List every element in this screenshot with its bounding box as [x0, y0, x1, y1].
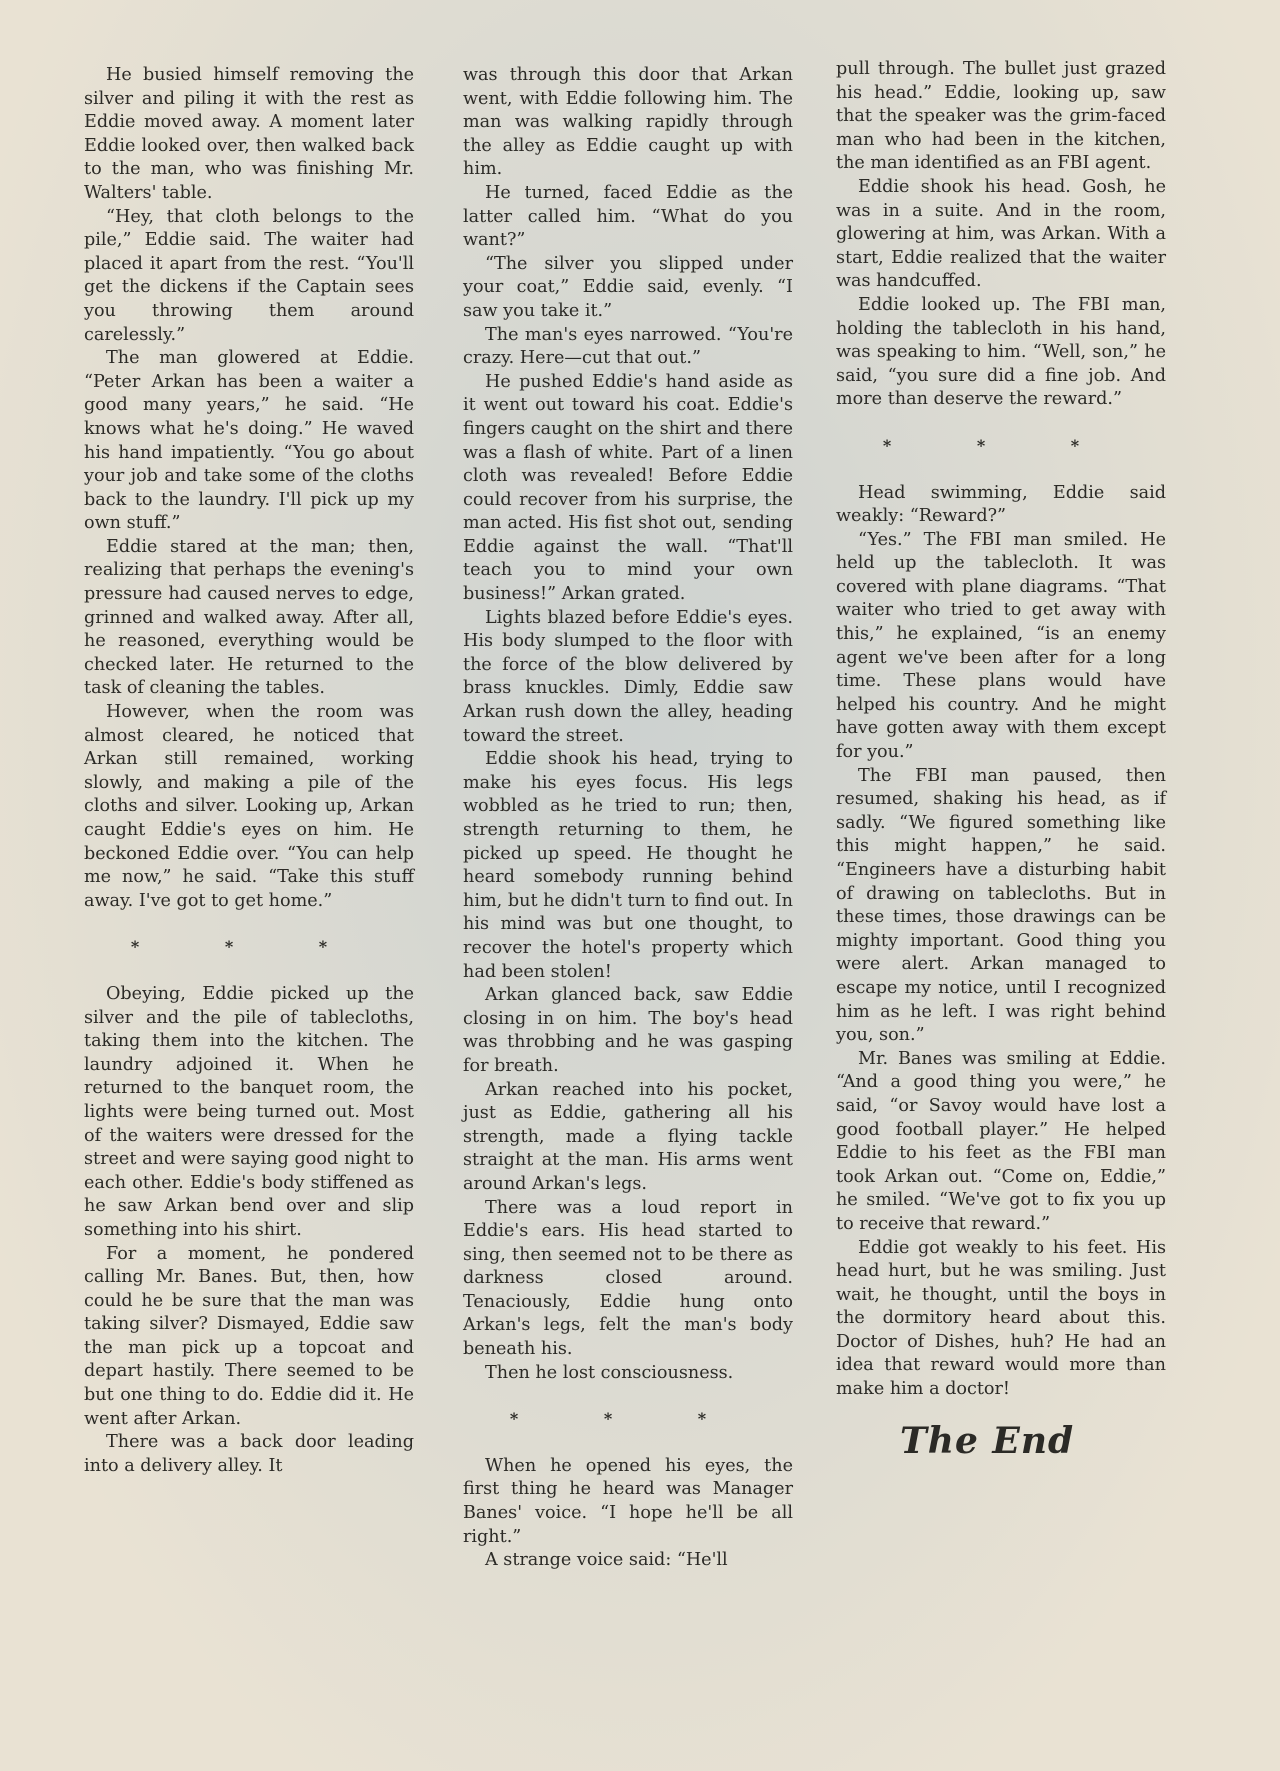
paragraph: There was a back door leading into a delivery alley. It [84, 1432, 414, 1476]
paragraph: There was a loud report in Eddie's ears. His head started to sing, then seemed not to be there as darkness closed around. Tenaciously, Eddie hung onto Arkan's legs, felt the man's body beneath his. [463, 1197, 793, 1360]
paragraph: “The silver you slipped under your coat,” Eddie said, evenly. “I saw you take it.” [463, 253, 793, 321]
text-column-2 [463, 64, 793, 1573]
section-separator: * * * [130, 937, 368, 957]
paragraph: Head swimming, Eddie said weakly: “Reward?” [836, 482, 1166, 527]
paragraph: Then he lost consciousness. [485, 1362, 734, 1383]
paragraph: “Hey, that cloth belongs to the pile,” Eddie said. The waiter had placed it apart from the rest. “You'll get the dickens if the Captain sees you throwing them around carelessly.” [84, 206, 414, 345]
paragraph: Lights blazed before Eddie's eyes. His body slumped to the floor with the force of the blow delivered by brass knuckles. Dimly, Eddie saw Arkan rush down the alley, heading toward the street. [463, 607, 793, 746]
paragraph: Arkan glanced back, saw Eddie closing in on him. The boy's head was throbbing and he was gasping for breath. [463, 985, 793, 1076]
paragraph: The man glowered at Eddie. “Peter Arkan has been a waiter a good many years,” he said. “He knows what he's doing.” He waved his hand impatiently. “You go about your job and take some of the cloths back to the laundry. I'll pick up my own stuff.” [84, 348, 414, 534]
paragraph: Eddie shook his head, trying to make his eyes focus. His legs wobbled as he tried to run; then, strength returning to them, he picked up speed. He thought he heard somebody running behind him, but he didn't turn to find out. In his mind was but one thought, to recover the hotel's property which had been stolen! [463, 749, 793, 982]
the-end-signature: The End [900, 1419, 1075, 1462]
paragraph: He busied himself removing the silver and piling it with the rest as Eddie moved away. A moment later Eddie looked over, then walked back to the man, who was finishing Mr. Walters' table. [84, 65, 414, 203]
paragraph: However, when the room was almost cleared, he noticed that Arkan still remained, working slowly, and making a pile of the cloths and silver. Looking up, Arkan caught Eddie's eyes on him. He beckoned Eddie over. “You can help me now,” he said. “Take this stuff away. I've got to get home.” [84, 702, 414, 911]
paragraph: He pushed Eddie's hand aside as it went out toward his coat. Eddie's fingers caught on the shirt and there was a flash of white. Part of a linen cloth was revealed! Before Eddie could recover from his surprise, the man acted. His fist shot out, sending Eddie against the wall. “That'll teach you to mind your own business!” Arkan grated. [463, 371, 793, 605]
paragraph: Arkan reached into his pocket, just as Eddie, gathering all his strength, made a flying tackle straight at the man. His arms went around Arkan's legs. [463, 1079, 793, 1194]
paragraph: pull through. The bullet just grazed his head.” Eddie, looking up, saw that the speaker was the grim-faced man who had been in the kitchen, the man identified as an FBI agent. [836, 59, 1166, 174]
paragraph: A strange voice said: “He'll [485, 1550, 728, 1571]
paragraph: The man's eyes narrowed. “You're crazy. Here—cut that out.” [463, 324, 793, 369]
paragraph: Obeying, Eddie picked up the silver and the pile of tablecloths, taking them into the kitchen. The laundry adjoined it. When he returned to the banquet room, the lights were being turned out. Most of the waiters were dressed for the street and were saying good night to each other. Eddie's body stiffened as he saw Arkan bend over and slip something into his shirt. [84, 983, 414, 1240]
paragraph: Eddie stared at the man; then, realizing that perhaps the evening's pressure had caused nerves to edge, grinned and walked away. After all, he reasoned, everything would be checked later. He returned to the task of cleaning the tables. [84, 536, 414, 699]
paragraph: Eddie shook his head. Gosh, he was in a suite. And in the room, glowering at him, was Arkan. With a start, Eddie realized that the waiter was handcuffed. [836, 176, 1166, 292]
paragraph: The FBI man paused, then resumed, shaking his head, as if sadly. “We figured something like this might happen,” he said. “Engineers have a disturbing habit of drawing on tablecloths. But in these times, those drawings can be mighty important. Good thing you were alert. Arkan managed to escape my notice, until I recognized him as he left. I was right behind you, son.” [836, 765, 1166, 1046]
section-separator: * * * [509, 1409, 747, 1429]
paragraph: Mr. Banes was smiling at Eddie. “And a good thing you were,” he said, “or Savoy would have lost a good football player.” He helped Eddie to his feet as the FBI man took Arkan out. “Come on, Eddie,” he smiled. “We've got to fix you up to receive that reward.” [836, 1048, 1166, 1234]
paragraph: For a moment, he pondered calling Mr. Banes. But, then, how could he be sure that the man was taking silver? Dismayed, Eddie saw the man pick up a topcoat and depart hastily. There seemed to be but one thing to do. Eddie did it. He went after Arkan. [84, 1243, 414, 1429]
paragraph: Eddie looked up. The FBI man, holding the tablecloth in his hand, was speaking to him. “Well, son,” he said, “you sure did a fine job. And more than deserve the reward.” [836, 294, 1166, 410]
paragraph: Eddie got weakly to his feet. His head hurt, but he was smiling. Just wait, he thought, until the boys in the dormitory heard about this. Doctor of Dishes, huh? He had an idea that reward would more than make him a doctor! [836, 1237, 1166, 1400]
text-column-1 [84, 64, 414, 1478]
text-column-3 [836, 58, 1166, 1462]
section-separator: * * * [882, 435, 1120, 455]
paragraph: When he opened his eyes, the first thing he heard was Manager Banes' voice. “I hope he'll be all right.” [463, 1455, 793, 1547]
paragraph: He turned, faced Eddie as the latter called him. “What do you want?” [463, 182, 793, 251]
paragraph: “Yes.” The FBI man smiled. He held up the tablecloth. It was covered with plane diagrams. “That waiter who tried to get away with this,” he explained, “is an enemy agent we've been after for a long time. These plans would have helped his country. And he might have gotten away with them except for you.” [836, 529, 1166, 763]
paragraph: was through this door that Arkan went, with Eddie following him. The man was walking rapidly through the alley as Eddie caught up with him. [463, 65, 793, 180]
